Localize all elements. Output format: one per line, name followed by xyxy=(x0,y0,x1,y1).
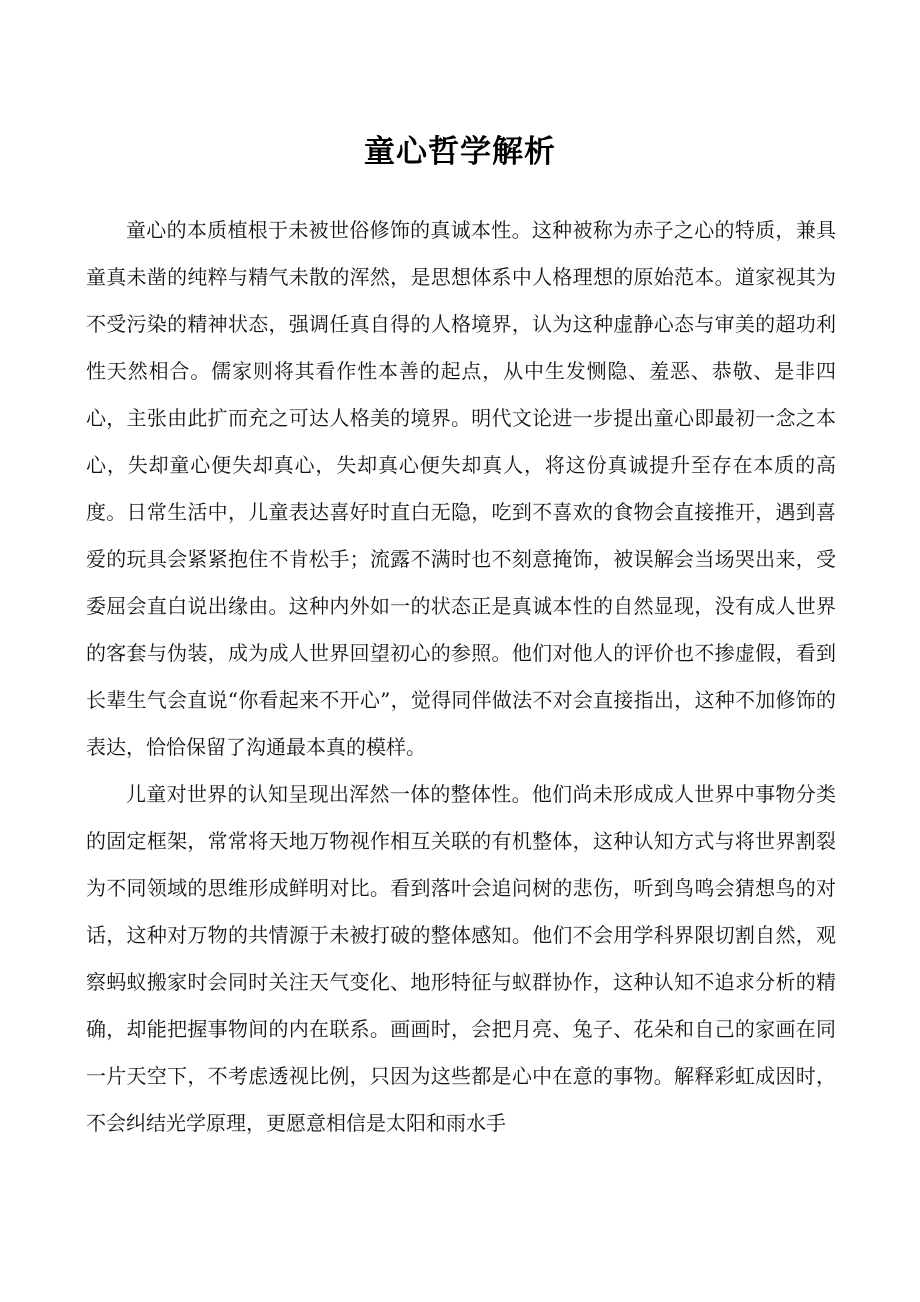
paragraph: 童心的本质植根于未被世俗修饰的真诚本性。这种被称为赤子之心的特质，兼具童真未凿的纯粹与精气未散的浑然，是思想体系中人格理想的原始范本。道家视其为不受污染的精神状态，强调任真自得的人格境界，认为这种虚静心态与审美的超功利性天然相合。儒家则将其看作性本善的起点，从中生发恻隐、羞恶、恭敬、是非四心，主张由此扩而充之可达人格美的境界。明代文论进一步提出童心即最初一念之本心，失却童心便失却真心，失却真心便失却真人，将这份真诚提升至存在本质的高度。日常生活中，儿童表达喜好时直白无隐，吃到不喜欢的食物会直接推开，遇到喜爱的玩具会紧紧抱住不肯松手；流露不满时也不刻意掩饰，被误解会当场哭出来，受委屈会直白说出缘由。这种内外如一的状态正是真诚本性的自然显现，没有成人世界的客套与伪装，成为成人世界回望初心的参照。他们对他人的评价也不掺虚假，看到长辈生气会直说“你看起来不开心”，觉得同伴做法不对会直接指出，这种不加修饰的表达，恰恰保留了沟通最本真的模样。 xyxy=(86,218,836,759)
paragraph: 儿童对世界的认知呈现出浑然一体的整体性。他们尚未形成成人世界中事物分类的固定框架，常常将天地万物视作相互关联的有机整体，这种认知方式与将世界割裂为不同领域的思维形成鲜明对比。看到落叶会追问树的悲伤，听到鸟鸣会猜想鸟的对话，这种对万物的共情源于未被打破的整体感知。他们不会用学科界限切割自然，观察蚂蚁搬家时会同时关注天气变化、地形特征与蚁群协作，这种认知不追求分析的精确，却能把握事物间的内在联系。画画时，会把月亮、兔子、花朵和自己的家画在同一片天空下，不考虑透视比例，只因为这些都是心中在意的事物。解释彩虹成因时，不会纠结光学原理，更愿意相信是太阳和雨水手 xyxy=(86,782,836,1135)
document-body xyxy=(86,207,836,1147)
document-title: 童心哲学解析 xyxy=(364,134,556,170)
